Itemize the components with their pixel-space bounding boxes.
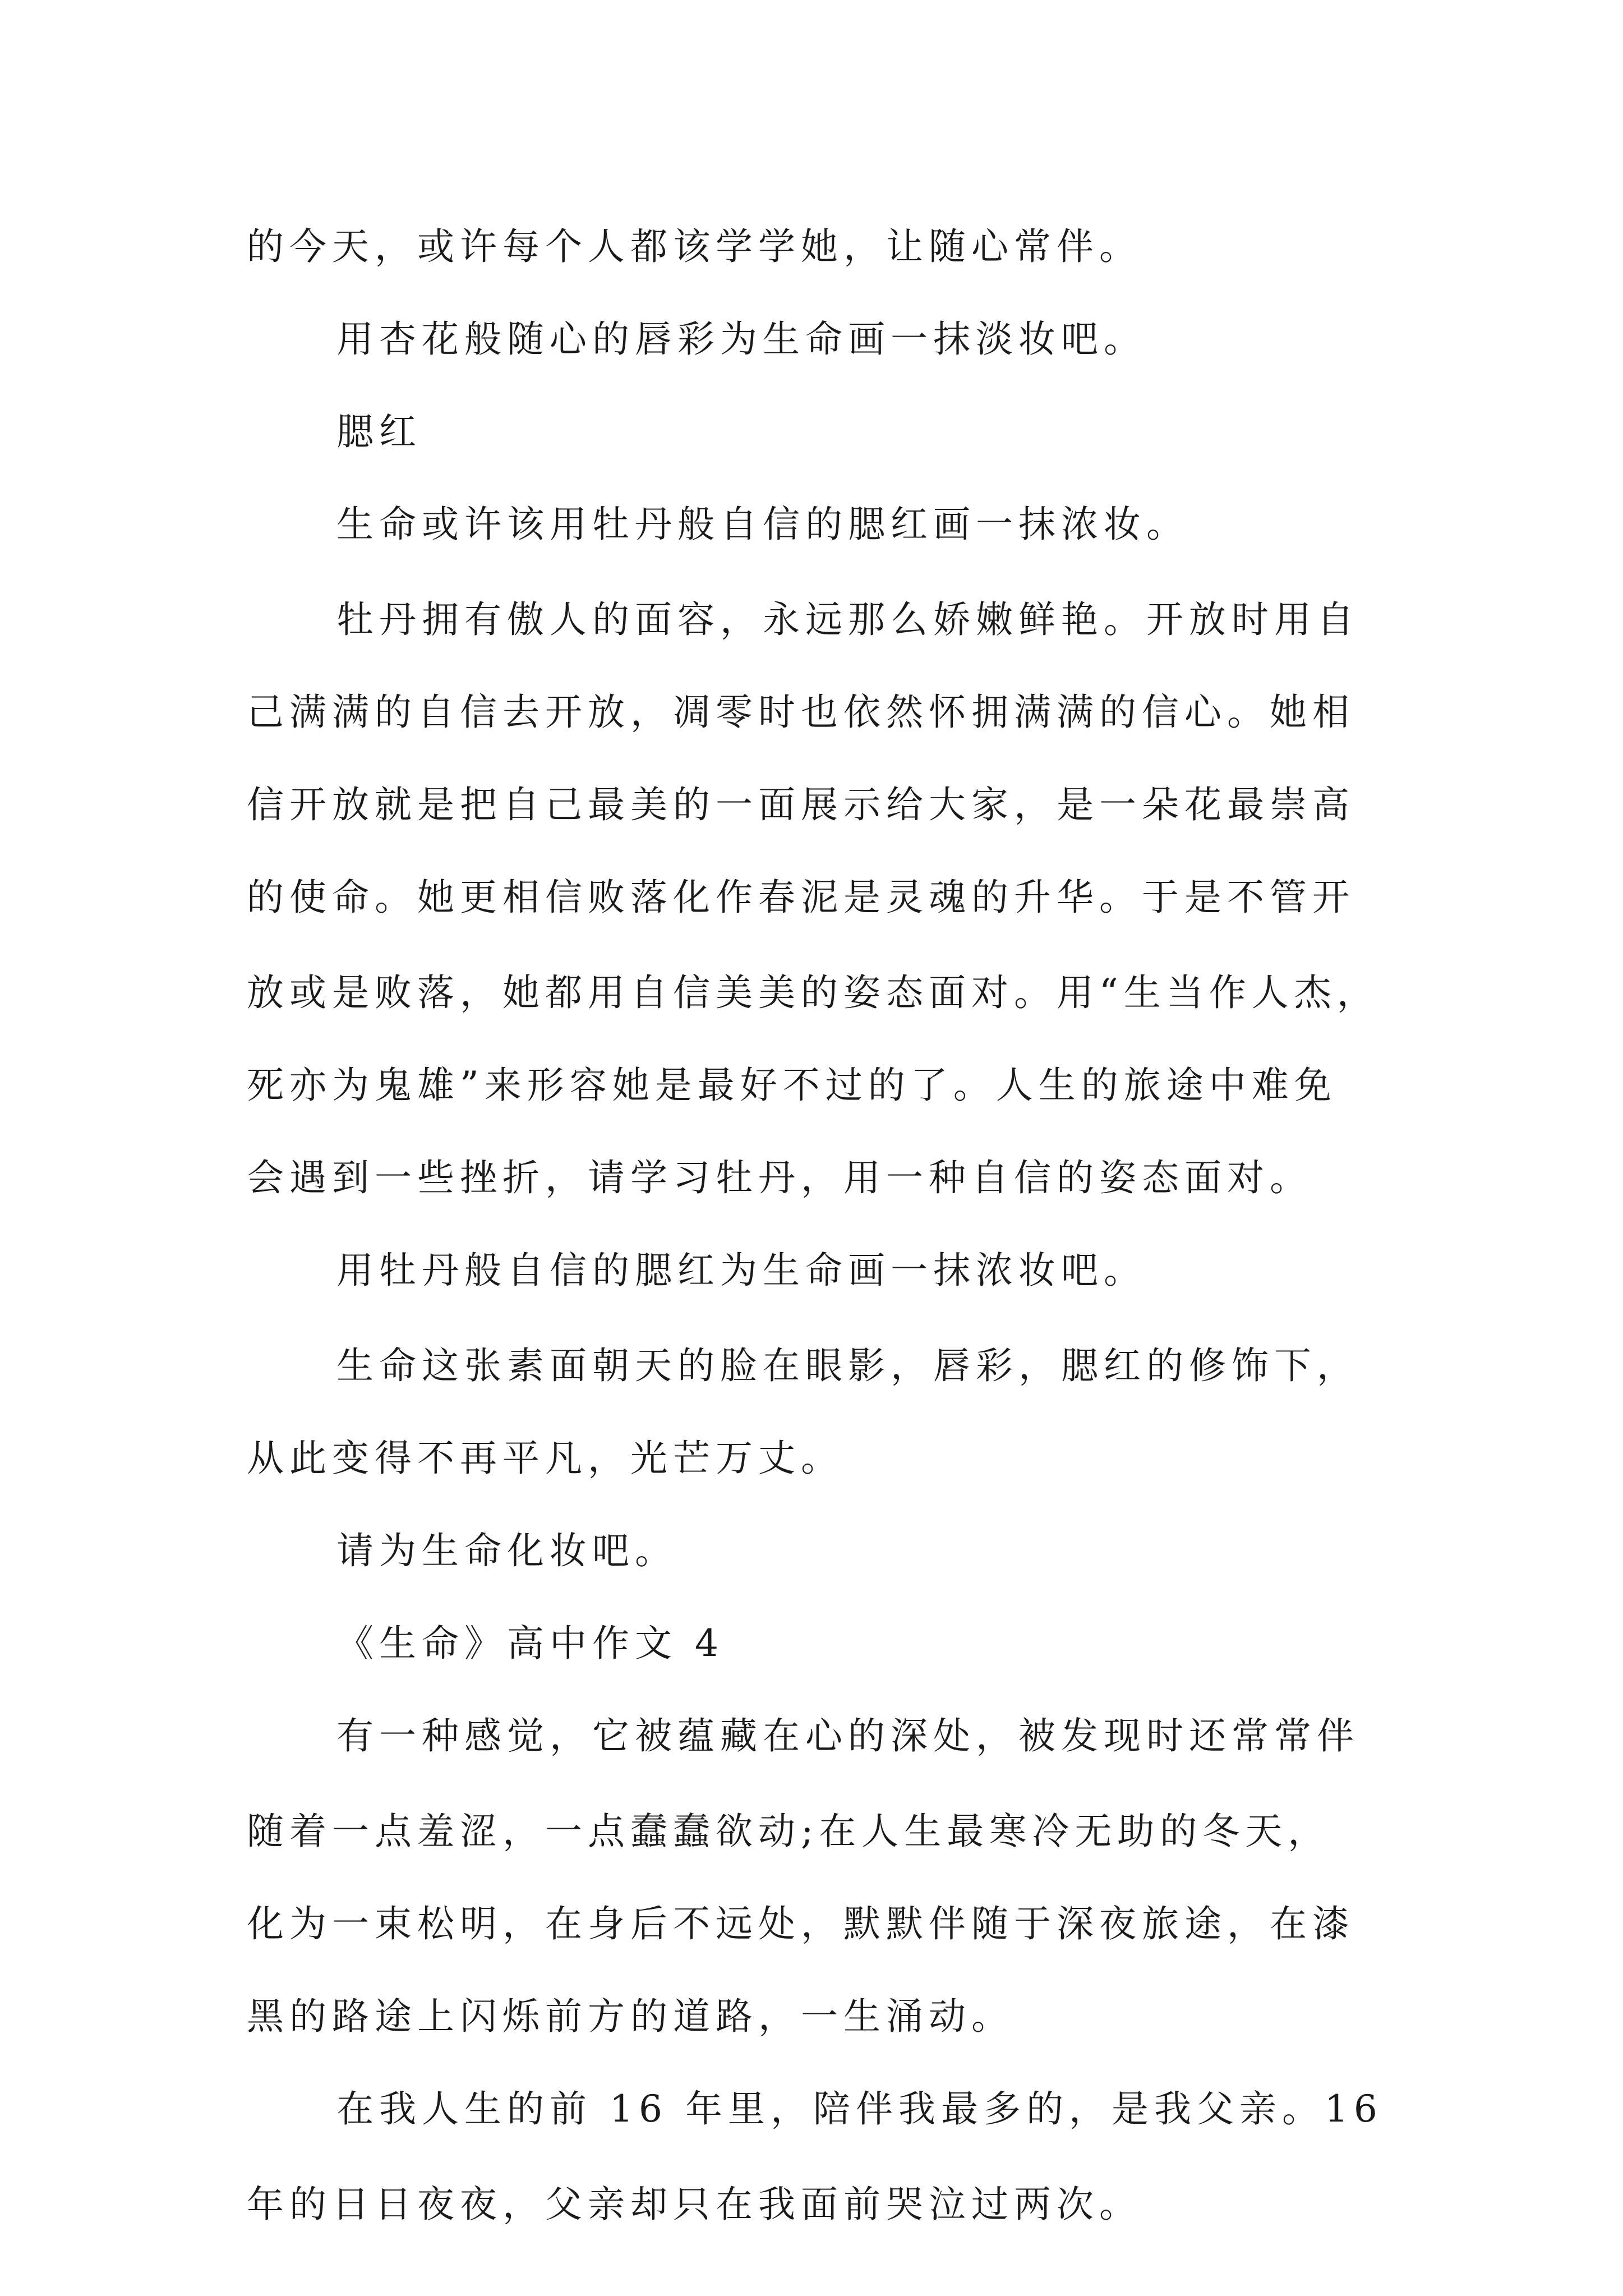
text-line: 的今天，或许每个人都该学学她，让随心常伴。 [247, 225, 1142, 268]
text-line: 年的日日夜夜，父亲却只在我面前哭泣过两次。 [247, 2183, 1142, 2226]
text-line: 随着一点羞涩，一点蠢蠢欲动;在人生最寒冷无助的冬天， [247, 1810, 1331, 1853]
section-heading: 腮红 [336, 410, 422, 453]
section-heading: 《生命》高中作文 4 [336, 1622, 724, 1665]
text-line: 在我人生的前 16 年里，陪伴我最多的，是我父亲。16 [336, 2087, 1383, 2131]
text-line: 用牡丹般自信的腮红为生命画一抹浓妆吧。 [336, 1249, 1146, 1292]
text-line: 死亦为鬼雄”来形容她是最好不过的了。人生的旅途中难免 [247, 1064, 1337, 1107]
text-line: 生命这张素面朝天的脸在眼影，唇彩，腮红的修饰下， [336, 1344, 1359, 1387]
text-line: 牡丹拥有傲人的面容，永远那么娇嫩鲜艳。开放时用自 [336, 598, 1359, 641]
text-line: 会遇到一些挫折，请学习牡丹，用一种自信的姿态面对。 [247, 1156, 1312, 1199]
text-line: 黑的路途上闪烁前方的道路，一生涌动。 [247, 1995, 1014, 2038]
text-line: 用杏花般随心的唇彩为生命画一抹淡妆吧。 [336, 318, 1146, 361]
text-line: 有一种感觉，它被蕴藏在心的深处，被发现时还常常伴 [336, 1714, 1359, 1757]
text-line: 的使命。她更相信败落化作春泥是灵魂的升华。于是不管开 [247, 876, 1355, 919]
text-line: 生命或许该用牡丹般自信的腮红画一抹浓妆。 [336, 503, 1189, 546]
text-line: 信开放就是把自己最美的一面展示给大家，是一朵花最崇高 [247, 783, 1355, 826]
text-line: 化为一束松明，在身后不远处，默默伴随于深夜旅途，在漆 [247, 1902, 1355, 1945]
text-line: 请为生命化妆吧。 [336, 1529, 677, 1572]
text-line: 放或是败落，她都用自信美美的姿态面对。用“生当作人杰， [247, 971, 1380, 1014]
text-line: 己满满的自信去开放，凋零时也依然怀拥满满的信心。她相 [247, 691, 1355, 734]
text-line: 从此变得不再平凡，光芒万丈。 [247, 1437, 843, 1480]
